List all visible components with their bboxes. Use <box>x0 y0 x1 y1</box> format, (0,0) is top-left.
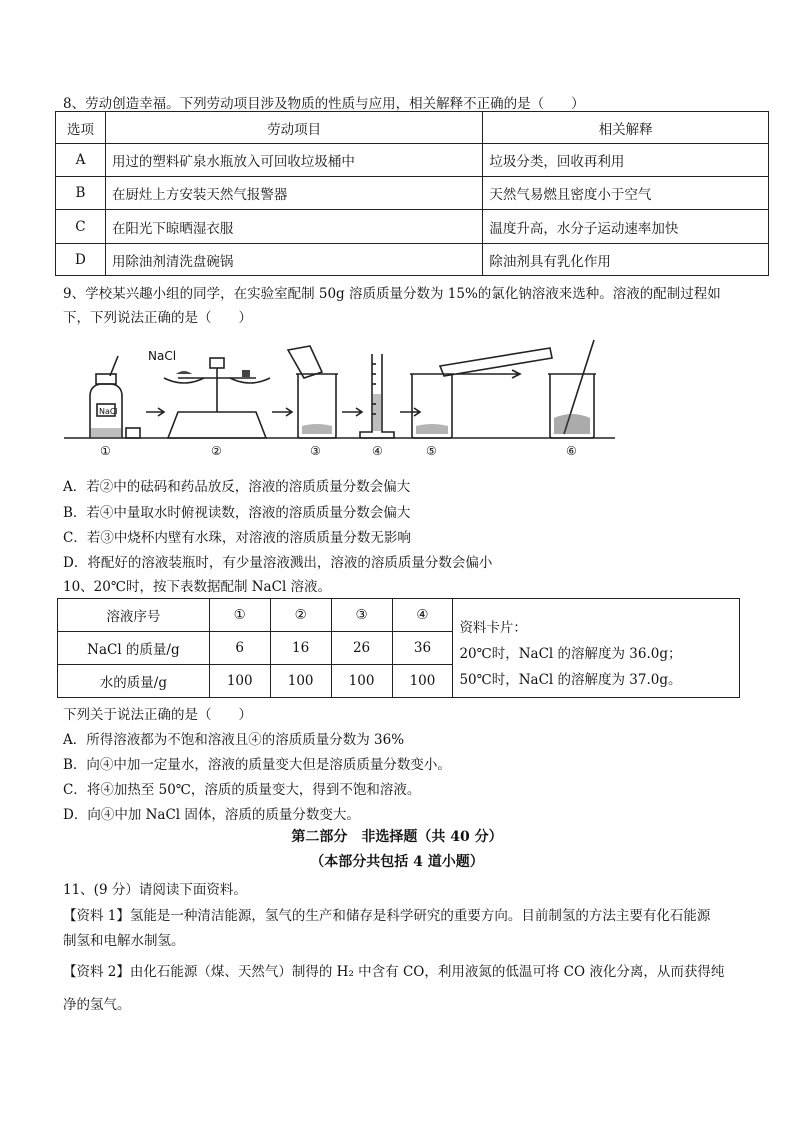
q10-cell: 100 <box>209 665 270 698</box>
q10-option-c: C．将④加热至 50℃，溶质的质量变大，得到不饱和溶液。 <box>63 782 421 798</box>
q10-followup: 下列关于说法正确的是（ ） <box>63 707 252 723</box>
q11-material2-line2: 净的氢气。 <box>63 997 131 1013</box>
step-label: ⑥ <box>566 444 577 458</box>
table-row <box>56 244 769 276</box>
part2-subtitle: （本部分共包括 4 道小题） <box>310 854 484 870</box>
step-label: ④ <box>372 444 383 458</box>
graduated-cylinder-icon <box>360 354 394 438</box>
q9-option-d: D．将配好的溶液装瓶时，有少量溶液溅出，溶液的溶质质量分数会偏小 <box>63 555 493 571</box>
q10-col-header: ④ <box>392 599 453 632</box>
q10-option-d: D．向④中加 NaCl 固体，溶质的质量分数变大。 <box>63 807 360 823</box>
q10-row-label: NaCl 的质量/g <box>58 632 210 665</box>
q8-item: 在厨灶上方安装天然气报警器 <box>105 177 482 210</box>
q10-row-label: 溶液序号 <box>58 599 210 632</box>
q10-cell: 6 <box>209 632 270 665</box>
q11-material2-line1: 【资料 2】由化石能源（煤、天然气）制得的 H₂ 中含有 CO，利用液氮的低温可将 CO 液化分离，从而获得纯 <box>63 964 725 980</box>
q10-table <box>57 598 740 698</box>
balance-icon <box>148 349 270 438</box>
table-row <box>56 210 769 244</box>
arrow-icon <box>272 408 292 416</box>
q8-option: C <box>56 210 106 244</box>
q10-option-a: A．所得溶液都为不饱和溶液且④的溶质质量分数为 36% <box>63 732 405 748</box>
table-row <box>56 144 769 177</box>
q8-item: 用除油剂清洗盘碗锅 <box>105 244 482 276</box>
table-row <box>56 177 769 210</box>
q10-cell: 36 <box>392 632 453 665</box>
q10-cell: 100 <box>270 665 331 698</box>
svg-text:NaCl: NaCl <box>99 407 118 416</box>
data-card-line2: 50℃时，NaCl 的溶解度为 37.0g。 <box>459 672 682 688</box>
stirring-beaker-icon <box>548 340 596 438</box>
arrow-icon <box>400 408 420 416</box>
q10-cell: 16 <box>270 632 331 665</box>
q8-explanation: 垃圾分类，回收再利用 <box>483 144 769 177</box>
q8-explanation: 天然气易燃且密度小于空气 <box>483 177 769 210</box>
q10-cell: 26 <box>331 632 392 665</box>
q9-option-a: A．若②中的砝码和药品放反，溶液的溶质质量分数会偏大 <box>63 479 411 495</box>
q10-cell: 100 <box>392 665 453 698</box>
q10-col-header: ① <box>209 599 270 632</box>
step-label: ③ <box>310 444 321 458</box>
step-label: ⑤ <box>426 444 437 458</box>
q11-stem: 11、(9 分）请阅读下面资料。 <box>63 882 247 898</box>
reagent-bottle-icon <box>90 356 140 438</box>
q8-option: A <box>56 144 106 177</box>
step-label: ② <box>211 444 222 458</box>
q8-explanation: 除油剂具有乳化作用 <box>483 244 769 276</box>
part2-title: 第二部分 非选择题（共 40 分） <box>291 829 503 845</box>
arrow-icon <box>342 408 362 416</box>
step-label: ① <box>100 444 111 458</box>
q8-header-explanation: 相关解释 <box>483 112 769 144</box>
q9-option-b: B．若④中量取水时俯视读数，溶液的溶质质量分数会偏大 <box>63 505 411 521</box>
q10-stem: 10、20℃时，按下表数据配制 NaCl 溶液。 <box>63 579 332 595</box>
q9-stem-line1: 9、学校某兴趣小组的同学，在实验室配制 50g 溶质质量分数为 15%的氯化钠溶液来选种。溶液的配制过程如 <box>63 286 721 302</box>
q10-cell: 100 <box>331 665 392 698</box>
q9-option-c: C．若③中烧杯内壁有水珠，对溶液的溶质质量分数无影响 <box>63 530 411 546</box>
q8-explanation: 温度升高，水分子运动速率加快 <box>483 210 769 244</box>
q10-col-header: ② <box>270 599 331 632</box>
q11-material1-line2: 制氢和电解水制氢。 <box>63 933 185 949</box>
pouring-beaker-icon <box>410 348 552 438</box>
q8-header-item: 劳动项目 <box>105 112 482 144</box>
q10-option-b: B．向④中加一定量水，溶液的质量变大但是溶质质量分数变小。 <box>63 757 451 773</box>
solution-preparation-figure <box>60 334 620 460</box>
data-card-title: 资料卡片： <box>459 620 527 636</box>
q8-stem: 8、劳动创造幸福。下列劳动项目涉及物质的性质与应用，相关解释不正确的是（ ） <box>63 96 585 112</box>
arrow-icon <box>146 408 164 416</box>
nacl-label: NaCl <box>148 349 177 363</box>
q10-row-label: 水的质量/g <box>58 665 210 698</box>
q11-material1-line1: 【资料 1】氢能是一种清洁能源，氢气的生产和储存是科学研究的重要方向。目前制氢的方法主要有化石能源 <box>63 908 711 924</box>
q9-stem-line2: 下，下列说法正确的是（ ） <box>63 310 252 326</box>
q8-option: D <box>56 244 106 276</box>
q8-item: 用过的塑料矿泉水瓶放入可回收垃圾桶中 <box>105 144 482 177</box>
data-card <box>453 599 740 698</box>
q8-table <box>55 111 769 276</box>
q8-header-option: 选项 <box>56 112 106 144</box>
q8-option: B <box>56 177 106 210</box>
q8-item: 在阳光下晾晒湿衣服 <box>105 210 482 244</box>
data-card-line1: 20℃时，NaCl 的溶解度为 36.0g； <box>459 646 682 662</box>
q10-col-header: ③ <box>331 599 392 632</box>
beaker-icon <box>288 346 338 438</box>
